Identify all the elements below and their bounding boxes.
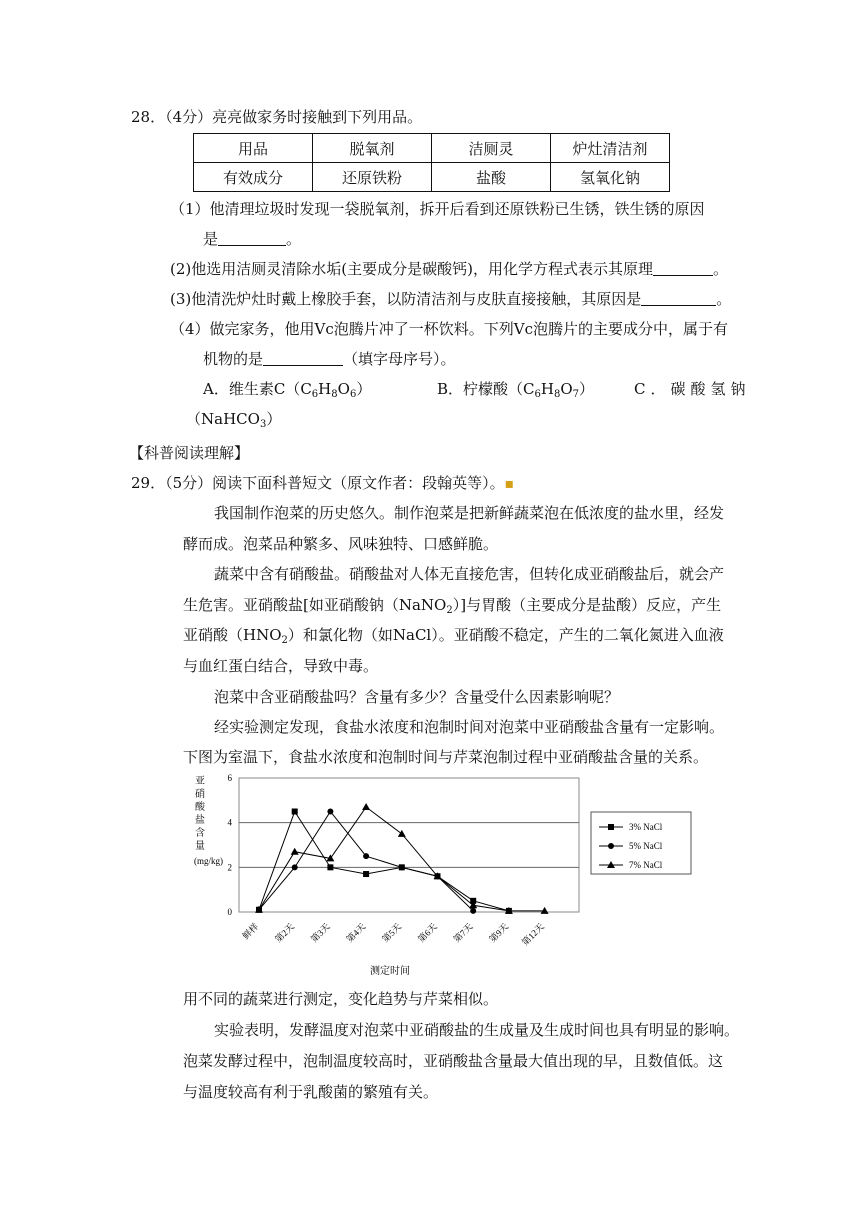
x-tick-label: 第3天	[308, 921, 332, 945]
option-a-close: ）	[356, 380, 372, 398]
data-point	[362, 803, 370, 810]
option-a[interactable]	[203, 378, 371, 399]
p4-line1: 经实验测定发现，食盐水浓度和泡制时间对泡菜中亚硝酸盐含量有一定影响。	[214, 718, 725, 736]
q28-sub3	[170, 288, 731, 309]
x-tick-label: 第2天	[273, 921, 297, 945]
option-b-formula: $C_6H_8O_7$	[523, 380, 580, 400]
mark-dot-icon: ▪	[504, 476, 515, 492]
option-a-formula: $C_6H_8O_6$	[300, 380, 357, 400]
x-tick-label: 第4天	[344, 921, 368, 945]
series-triangle	[255, 803, 549, 914]
y-tick-label: 6	[227, 773, 232, 783]
household-items-table	[193, 133, 670, 192]
option-a-label: A．维生素C（	[203, 380, 301, 398]
x-tick-label: 第12天	[519, 921, 547, 948]
legend-label: 5% NaCl	[629, 841, 663, 851]
option-c-formula: （NaHCO$_3$）	[186, 410, 282, 430]
answer-blank-1[interactable]	[218, 231, 286, 246]
p2-line3: 亚硝酸$(HNO_2)$和氯化物（如NaCl）。亚硝酸不稳定，产生的二氧化氮进入血液	[183, 626, 724, 646]
option-b-label: B．柠檬酸（	[437, 380, 524, 398]
data-point	[398, 830, 406, 837]
y-label-char: 含	[195, 828, 205, 839]
y-label-char: 亚	[195, 776, 205, 787]
y-label-char: 量	[195, 841, 205, 852]
answer-blank-4[interactable]	[263, 351, 343, 366]
y-axis-unit: (mg/kg)	[194, 856, 223, 866]
series-line	[259, 812, 509, 911]
table-cell: 氢氧化钠	[551, 163, 670, 192]
y-tick-label: 0	[227, 907, 232, 917]
p2-line2-b: ）]与胃酸（主要成分是盐酸）反应，产生	[452, 596, 722, 614]
x-tick-label: 鲜样	[240, 921, 261, 942]
p5-line3: 与温度较高有利于乳酸菌的繁殖有关。	[183, 1083, 439, 1101]
table-cell: 脱氧剂	[313, 134, 432, 163]
q28-sub1-post: 。	[286, 230, 302, 248]
y-axis-ticks	[228, 773, 233, 917]
p1-line2: 酵而成。泡菜品种繁多、风味独特、口感鲜脆。	[183, 535, 499, 553]
p2-line1: 蔬菜中含有硝酸盐。硝酸盐对人体无直接危害，但转化成亚硝酸盐后，就会产	[214, 565, 725, 583]
p3: 泡菜中含亚硝酸盐吗？含量有多少？含量受什么因素影响呢？	[214, 688, 620, 706]
q28-sub4-post: （填字母序号）。	[343, 350, 456, 368]
legend-label: 7% NaCl	[629, 860, 663, 870]
x-tick-label: 第7天	[451, 921, 475, 945]
table-row	[194, 163, 670, 192]
q28-sub4-pre: 机物的是	[203, 350, 264, 368]
y-label-char: 硝	[195, 789, 205, 800]
option-b[interactable]	[437, 378, 594, 399]
p2-line2-a: 生危害。亚硝酸盐[如亚硝酸钠（NaNO	[183, 596, 447, 614]
data-point	[327, 864, 333, 870]
data-point	[470, 908, 476, 914]
after-chart-text: 用不同的蔬菜进行测定，变化趋势与芹菜相似。	[183, 990, 499, 1008]
data-point	[608, 843, 614, 849]
data-point	[541, 907, 549, 914]
plot-area	[239, 778, 579, 912]
data-point	[363, 853, 369, 859]
q28-sub4-line1: （4）做完家务，他用Vc泡腾片冲了一杯饮料。下列Vc泡腾片的主要成分中，属于有	[170, 320, 729, 338]
q28-header: 28．（4分）亮亮做家务时接触到下列用品。	[131, 108, 423, 126]
table-cell: 炉灶清洁剂	[551, 134, 670, 163]
answer-blank-2[interactable]	[653, 261, 713, 276]
p2-line3-a: 亚硝酸（HNO	[183, 626, 282, 644]
table-cell: 盐酸	[432, 163, 551, 192]
chart-series	[255, 803, 549, 914]
x-tick-label: 第5天	[380, 921, 404, 945]
p4-line2: 下图为室温下，食盐水浓度和泡制时间与芹菜泡制过程中亚硝酸盐含量的关系。	[183, 748, 709, 766]
data-point	[399, 864, 405, 870]
x-axis-label: 测定时间	[370, 966, 410, 977]
data-point	[292, 864, 298, 870]
table-cell: 洁厕灵	[432, 134, 551, 163]
y-label-char: 酸	[195, 802, 205, 813]
series-line	[259, 812, 473, 911]
nitrite-line-chart	[180, 772, 740, 982]
p2-line2: 生危害。亚硝酸盐[如亚硝酸钠（NaNO$_2$）]与胃酸（主要成分是盐酸）反应，产生	[183, 596, 722, 616]
series-square	[256, 809, 512, 914]
q28-sub1-line1: （1）他清理垃圾时发现一袋脱氧剂，拆开后看到还原铁粉已生锈，铁生锈的原因	[170, 200, 705, 218]
table-row	[194, 134, 670, 163]
table-cell: 有效成分	[194, 163, 313, 192]
y-label-char: 盐	[195, 815, 205, 826]
option-c[interactable]: C．碳酸氢钠	[634, 380, 751, 398]
option-b-close: ）	[579, 380, 595, 398]
answer-blank-3[interactable]	[641, 291, 716, 306]
y-tick-label: 2	[227, 862, 232, 873]
gridlines	[239, 823, 579, 868]
y-axis-label	[195, 775, 206, 852]
q28-sub3-post: 。	[716, 290, 732, 308]
option-c-formula-open: （NaHCO	[186, 410, 260, 428]
q28-sub3-text: (3)他清洗炉灶时戴上橡胶手套，以防清洁剂与皮肤直接接触，其原因是	[170, 290, 642, 308]
p2-line3-b: ）和氯化物（如NaCl）。亚硝酸不稳定，产生的二氧化氮进入血液	[287, 626, 724, 644]
option-c-formula-close: ）	[266, 410, 282, 428]
data-point	[327, 809, 333, 815]
data-point	[291, 848, 299, 855]
data-point	[363, 871, 369, 877]
p5-line1: 实验表明，发酵温度对泡菜中亚硝酸盐的生成量及生成时间也具有明显的影响。	[214, 1021, 740, 1039]
q28-sub2-text: (2)他选用洁厕灵清除水垢(主要成分是碳酸钙)，用化学方程式表示其原理	[170, 260, 653, 278]
section-heading: 【科普阅读理解】	[129, 444, 250, 462]
x-tick-label: 第9天	[487, 921, 511, 945]
p5-line2: 泡菜发酵过程中，泡制温度较高时，亚硝酸盐含量最大值出现的早，且数值低。这	[183, 1052, 724, 1070]
x-tick-label: 第6天	[415, 921, 439, 945]
x-axis-ticks	[240, 921, 546, 948]
data-point	[608, 824, 614, 830]
q29-header	[131, 472, 514, 493]
y-tick-label: 4	[227, 817, 232, 828]
p2-line4: 与血红蛋白结合，导致中毒。	[183, 657, 379, 675]
q28-sub1-pre: 是	[203, 230, 219, 248]
q28-sub1-line2	[203, 228, 301, 249]
q29-header-text: 29．（5分）阅读下面科普短文（原文作者：段翰英等）。	[131, 474, 505, 492]
legend-label: 3% NaCl	[629, 822, 663, 832]
table-cell: 用品	[194, 134, 313, 163]
table-cell: 还原铁粉	[313, 163, 432, 192]
q28-sub2-post: 。	[712, 260, 728, 278]
q28-sub2	[170, 258, 728, 279]
q28-sub4-line2	[203, 348, 456, 369]
data-point	[292, 809, 298, 815]
chart-legend	[591, 812, 691, 874]
p1-line1: 我国制作泡菜的历史悠久。制作泡菜是把新鲜蔬菜泡在低浓度的盐水里，经发	[214, 504, 725, 522]
